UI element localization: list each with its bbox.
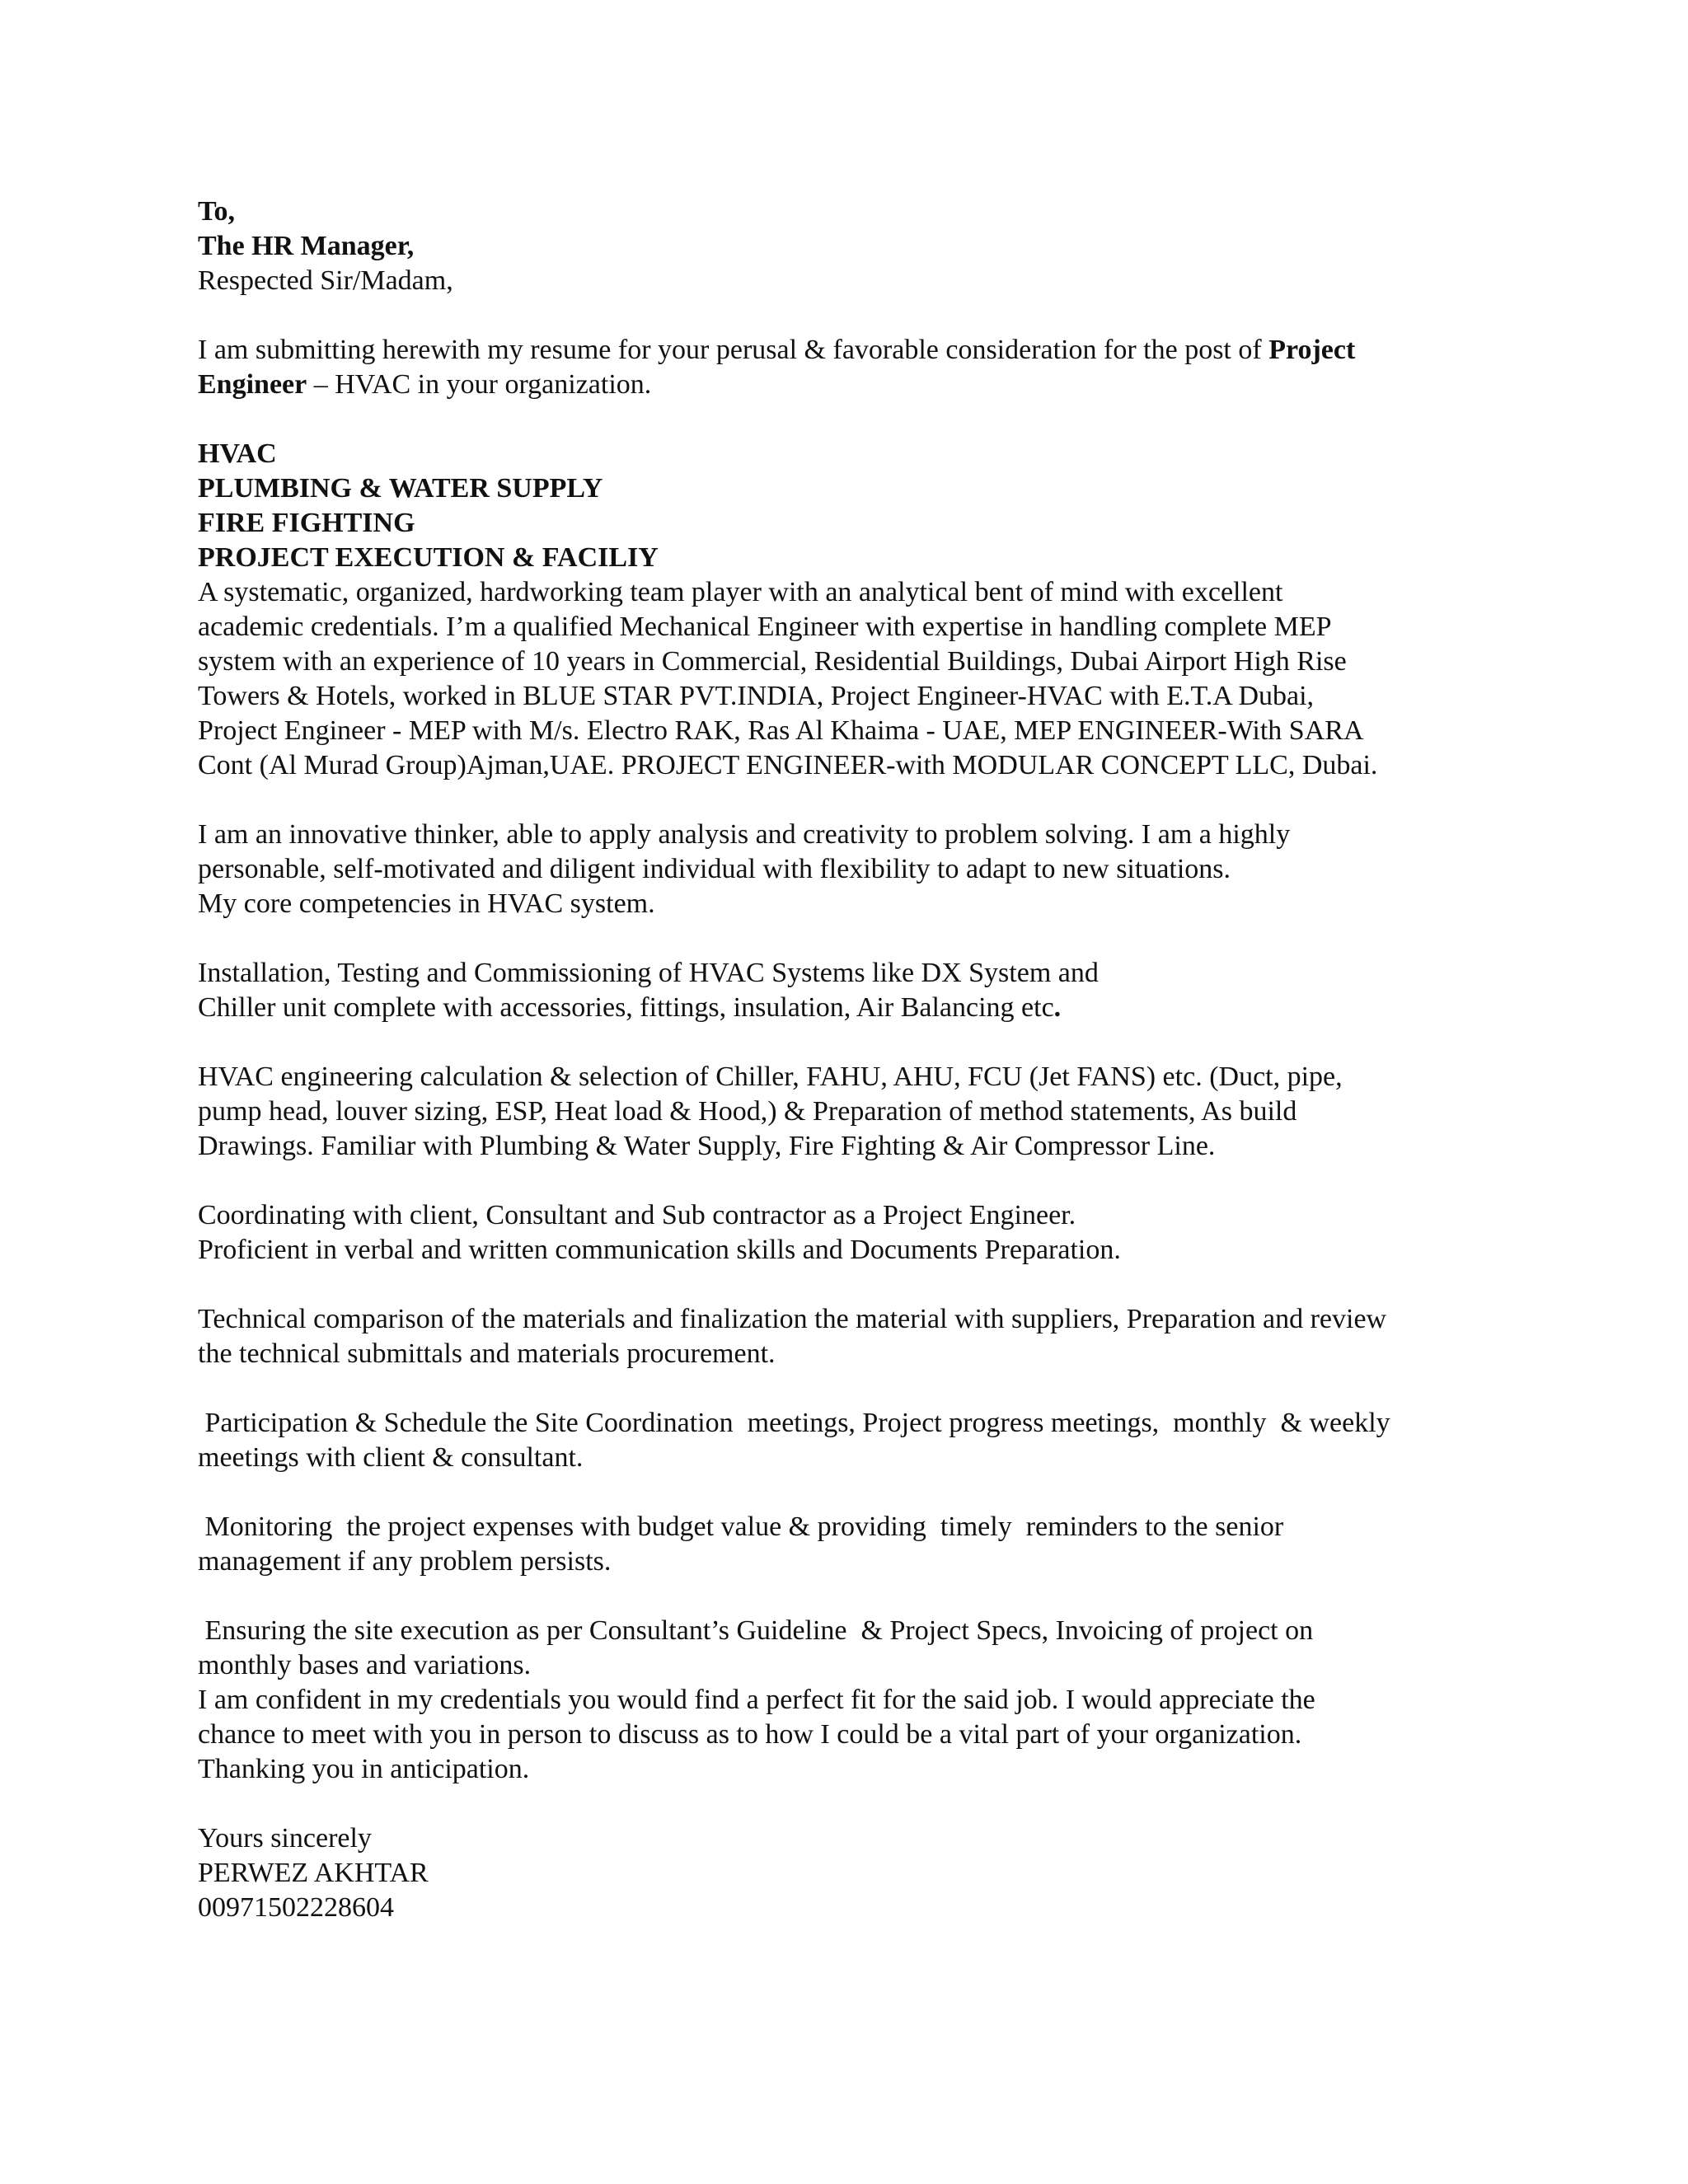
closing-line: chance to meet with you in person to discuss as to how I could be a vital part of your organization. <box>198 1719 1302 1750</box>
innovative-line: personable, self-motivated and diligent individual with flexibility to adapt to new situations. <box>198 854 1231 884</box>
salutation-line: Respected Sir/Madam, <box>198 265 453 296</box>
intro-text-2: – HVAC in your organization. <box>307 369 652 400</box>
heading-plumbing: PLUMBING & WATER SUPPLY <box>198 473 603 504</box>
spacer <box>198 402 1484 437</box>
innovative-line: My core competencies in HVAC system. <box>198 888 655 919</box>
monitoring-line: Monitoring the project expenses with budget value & providing timely reminders to the senior <box>198 1511 1284 1542</box>
technical-line: the technical submittals and materials procurement. <box>198 1338 776 1369</box>
spacer <box>198 1579 1484 1614</box>
installation-text-2: Chiller unit complete with accessories, fittings, insulation, Air Balancing etc <box>198 992 1054 1023</box>
spacer <box>198 783 1484 818</box>
recipient-line: The HR Manager, <box>198 231 415 261</box>
installation-line-2 <box>198 991 1484 1025</box>
spacer <box>198 1164 1484 1198</box>
closing-line: Thanking you in anticipation. <box>198 1754 530 1784</box>
summary-line: academic credentials. I’m a qualified Mechanical Engineer with expertise in handling complete MEP <box>198 612 1332 642</box>
cover-letter <box>198 194 1484 1925</box>
closing-line: I am confident in my credentials you would find a perfect fit for the said job. I would appreciate the <box>198 1685 1315 1715</box>
spacer <box>198 1475 1484 1510</box>
calculation-line: HVAC engineering calculation & selection of Chiller, FAHU, AHU, FCU (Jet FANS) etc. (Duct, pipe, <box>198 1062 1343 1092</box>
participation-line: meetings with client & consultant. <box>198 1442 584 1473</box>
signature-name: PERWEZ AKHTAR <box>198 1858 429 1888</box>
spacer <box>198 1268 1484 1302</box>
summary-line: system with an experience of 10 years in Commercial, Residential Buildings, Dubai Airport High Rise <box>198 646 1347 677</box>
spacer <box>198 1371 1484 1406</box>
signature-closing: Yours sincerely <box>198 1823 372 1854</box>
coordination-line: Coordinating with client, Consultant and Sub contractor as a Project Engineer. <box>198 1200 1076 1230</box>
intro-text-1: I am submitting herewith my resume for your perusal & favorable consideration for the post of <box>198 335 1269 365</box>
calculation-line: Drawings. Familiar with Plumbing & Water Supply, Fire Fighting & Air Compressor Line. <box>198 1131 1216 1161</box>
intro-bold-engineer: Engineer <box>198 369 307 400</box>
heading-project-execution: PROJECT EXECUTION & FACILIY <box>198 542 659 573</box>
signature-phone: 00971502228604 <box>198 1892 394 1923</box>
calculation-line: pump head, louver sizing, ESP, Heat load & Hood,) & Preparation of method statements, As build <box>198 1096 1297 1127</box>
spacer <box>198 921 1484 956</box>
installation-line-1: Installation, Testing and Commissioning of HVAC Systems like DX System and <box>198 958 1099 988</box>
intro-bold-project: Project <box>1268 335 1356 365</box>
heading-hvac: HVAC <box>198 438 277 469</box>
heading-fire-fighting: FIRE FIGHTING <box>198 508 415 538</box>
monitoring-line: management if any problem persists. <box>198 1546 612 1577</box>
intro-line-2 <box>198 368 1484 402</box>
summary-line: Cont (Al Murad Group)Ajman,UAE. PROJECT ENGINEER-with MODULAR CONCEPT LLC, Dubai. <box>198 750 1378 780</box>
spacer <box>198 298 1484 333</box>
participation-line: Participation & Schedule the Site Coordination meetings, Project progress meetings, monthly & weekly <box>198 1408 1390 1438</box>
spacer <box>198 1787 1484 1821</box>
innovative-line: I am an innovative thinker, able to apply analysis and creativity to problem solving. I am a highly <box>198 819 1291 850</box>
technical-line: Technical comparison of the materials and finalization the material with suppliers, Preparation and review <box>198 1304 1387 1334</box>
installation-bold-period: . <box>1053 992 1062 1023</box>
spacer <box>198 1025 1484 1060</box>
to-line: To, <box>198 196 236 227</box>
summary-line: Project Engineer - MEP with M/s. Electro RAK, Ras Al Khaima - UAE, MEP ENGINEER-With SARA <box>198 715 1364 746</box>
intro-line-1 <box>198 333 1484 368</box>
summary-line: Towers & Hotels, worked in BLUE STAR PVT.INDIA, Project Engineer-HVAC with E.T.A Dubai, <box>198 681 1315 711</box>
ensuring-line: Ensuring the site execution as per Consultant’s Guideline & Project Specs, Invoicing of project on <box>198 1615 1314 1646</box>
summary-line: A systematic, organized, hardworking team player with an analytical bent of mind with excellent <box>198 577 1283 607</box>
coordination-line: Proficient in verbal and written communication skills and Documents Preparation. <box>198 1235 1121 1265</box>
ensuring-line: monthly bases and variations. <box>198 1650 532 1680</box>
